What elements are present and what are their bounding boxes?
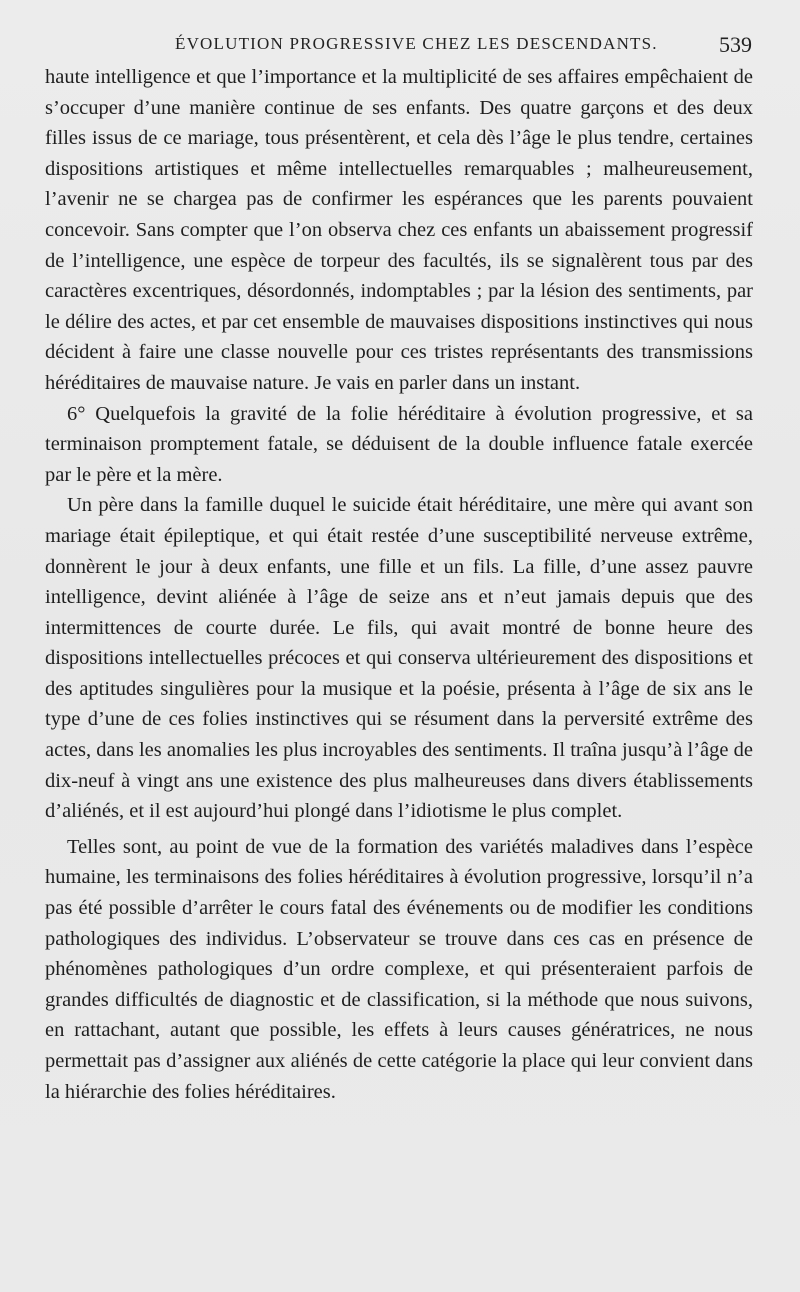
paragraph-point-6: 6° Quelquefois la gravité de la folie héréditaire à évolution progressive, et sa terminaison promptement fatale, se déduisent de la double influence fatale exercée par le père et la mère.	[45, 402, 753, 486]
paragraph-continued: haute intelligence et que l’importance et la multiplicité de ses affaires empêchaient de s’occuper d’une manière continue de ses enfants. Des quatre garçons et des deux filles issus de ce mariage, tous présentèrent, et cela dès l’âge le plus tendre, certaines dispositions artistiques et même intellectuelles remarquables ; malheureusement, l’avenir ne se chargea pas de confirmer les espérances que les parents pouvaient concevoir. Sans compter que l’on observa chez ces enfants un abaissement progressif de l’intelligence, une espèce de torpeur des facultés, ils se signalèrent tous par des caractères excentriques, désordonnés, indomptables ; par la lésion des sentiments, par le délire des actes, et par cet ensemble de mauvaises dispositions instinctives qui nous décident à faire une classe nouvelle pour ces tristes représentants des transmissions héréditaires de mauvaise nature. Je vais en parler dans un instant.	[45, 66, 753, 394]
paragraph-conclusion: Telles sont, au point de vue de la formation des variétés maladives dans l’espèce humaine, les terminaisons des folies héréditaires à évolution progressive, lorsqu’il n’a pas été possible d’arrêter le cours fatal des événements ou de modifier les conditions pathologiques des individus. L’observateur se trouve dans ces cas en présence de phénomènes pathologiques d’un ordre complexe, et qui présenteraient parfois de grandes difficultés de diagnostic et de classification, si la méthode que nous suivons, en rattachant, autant que possible, les effets à leurs causes génératrices, ne nous permettait pas d’assigner aux aliénés de cette catégorie la place qui leur convient dans la hiérarchie des folies héréditaires.	[45, 835, 753, 1103]
paragraph-case-example: Un père dans la famille duquel le suicide était héréditaire, une mère qui avant son mariage était épileptique, et qui était restée d’une susceptibilité nerveuse extrême, donnèrent le jour à deux enfants, une fille et un fils. La fille, d’une assez pauvre intelligence, devint aliénée à l’âge de seize ans et n’eut jamais depuis que des intermittences de courte durée. Le fils, qui avait montré de bonne heure des dispositions intellectuelles précoces et qui conserva ultérieurement des dispositions et des aptitudes singulières pour la musique et la poésie, présenta à l’âge de six ans le type d’une de ces folies instinctives qui se résument dans la perversité extrême des actes, dans les anomalies les plus incroyables des sentiments. Il traîna jusqu’à l’âge de dix-neuf à vingt ans une existence des plus malheureuses dans divers établissements d’aliénés, et il est aujourd’hui plongé dans l’idiotisme le plus complet.	[45, 494, 753, 823]
page-number: 539	[719, 32, 752, 57]
running-head	[45, 34, 752, 64]
body-text	[45, 62, 753, 1107]
running-title: ÉVOLUTION PROGRESSIVE CHEZ LES DESCENDANTS.	[175, 34, 658, 53]
